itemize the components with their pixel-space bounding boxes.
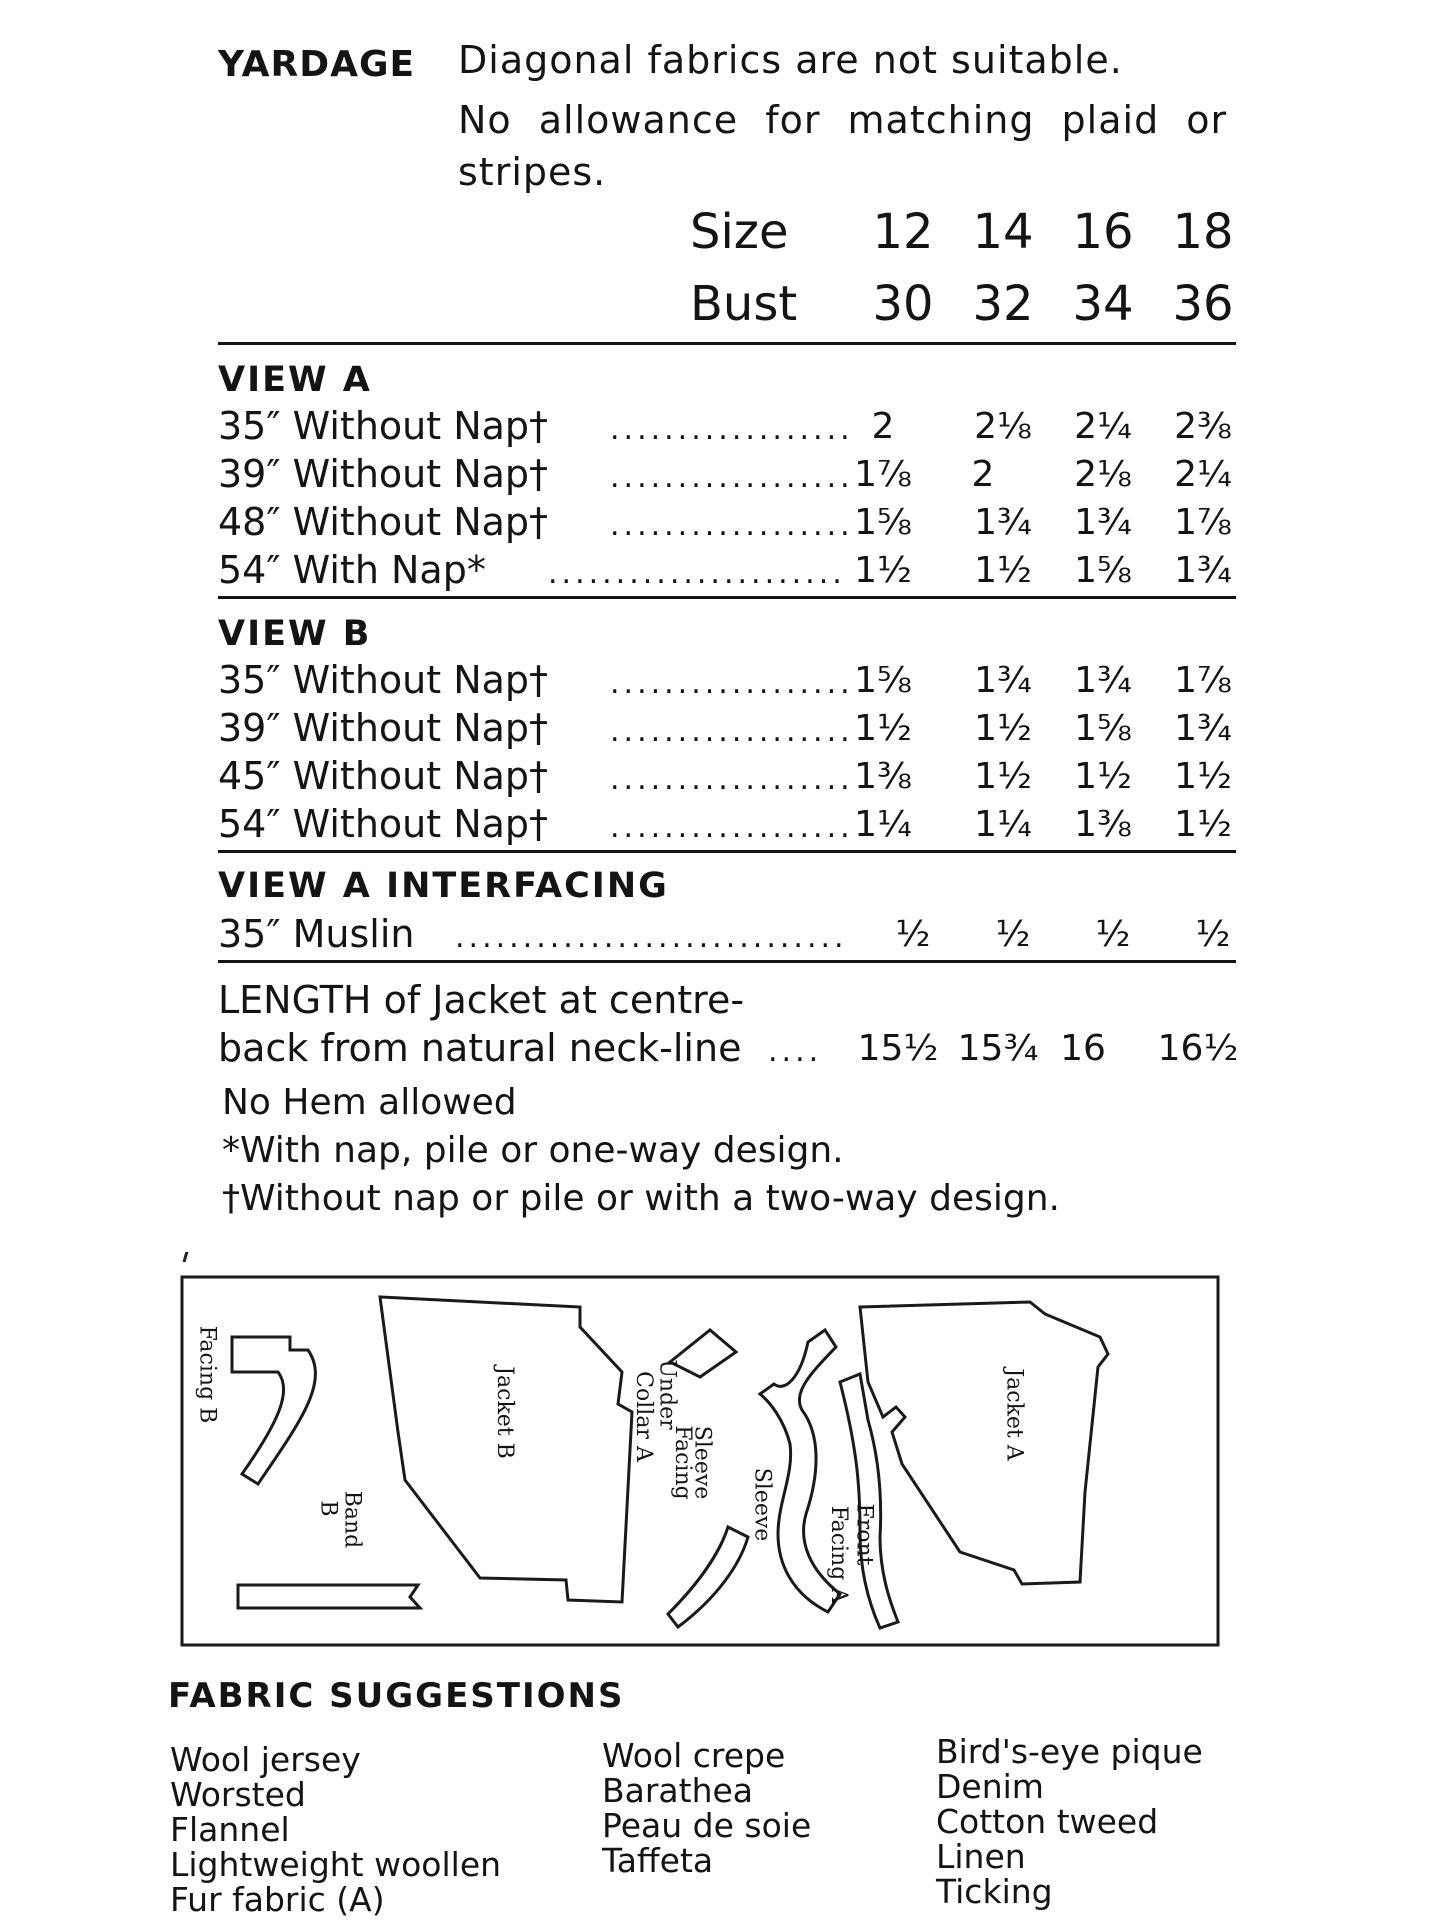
label-band-letter: B <box>315 1500 341 1517</box>
label-jacket-a: Jacket A <box>1001 1368 1027 1461</box>
cell-value: 1¼ <box>854 804 912 845</box>
sleeve-facing-piece <box>668 1527 748 1627</box>
label-facing-a: Facing A <box>826 1505 852 1604</box>
length-value: 16 <box>1060 1028 1106 1069</box>
fabric-item: Barathea <box>602 1771 754 1810</box>
cell-value: 2 <box>971 454 995 495</box>
cell-value: 1¾ <box>1174 550 1232 591</box>
cell-value: ½ <box>1095 914 1131 955</box>
under-collar-piece <box>670 1330 736 1377</box>
leader-dots: .... <box>768 1034 823 1069</box>
cell-value: 2¼ <box>1174 454 1232 495</box>
note-with-nap: *With nap, pile or one-way design. <box>222 1130 844 1171</box>
fabric-item: Flannel <box>170 1810 290 1849</box>
yardage-title: YARDAGE <box>218 44 416 85</box>
fabric-item: Ticking <box>936 1872 1053 1911</box>
cell-value: 1⅝ <box>1074 708 1132 749</box>
label-sleeve-facing-2: Facing <box>669 1425 695 1500</box>
cell-value: 1¾ <box>1074 502 1132 543</box>
leader-dots: .................. <box>610 460 854 495</box>
section-rule <box>218 960 1236 963</box>
cell-value: 1½ <box>1074 756 1132 797</box>
leader-dots: .................. <box>610 666 854 701</box>
scan-mark <box>184 1252 188 1262</box>
note-no-hem: No Hem allowed <box>222 1082 517 1123</box>
leader-dots: ...................... <box>548 556 846 591</box>
cell-value: ½ <box>895 914 931 955</box>
label-band: Band <box>339 1490 365 1549</box>
cell-value: 1½ <box>974 708 1032 749</box>
cell-value: 1½ <box>1174 804 1232 845</box>
fabric-item: Taffeta <box>602 1841 714 1880</box>
fabric-item: Denim <box>936 1767 1044 1806</box>
cell-value: 2¼ <box>1074 406 1132 447</box>
leader-dots: .................. <box>610 508 854 543</box>
length-value: 15¾ <box>957 1028 1039 1069</box>
size-label: Size <box>690 204 789 260</box>
cell-value: 1¾ <box>974 502 1032 543</box>
intro-line-2: No allowance for matching plaid or <box>458 98 1228 142</box>
section-rule <box>218 596 1236 599</box>
bust-30: 30 <box>872 276 934 332</box>
cutting-layout-diagram <box>180 1252 1230 1652</box>
cell-value: 1⅞ <box>854 454 912 495</box>
bust-label: Bust <box>690 276 798 332</box>
cell-value: 1¼ <box>974 804 1032 845</box>
label-under: Under <box>654 1359 680 1430</box>
interfacing-title: VIEW A INTERFACING <box>218 866 669 906</box>
fabric-item: Peau de soie <box>602 1806 812 1845</box>
bust-32: 32 <box>972 276 1034 332</box>
label-sleeve-facing-1: Sleeve <box>689 1425 715 1500</box>
size-18: 18 <box>1172 204 1234 260</box>
row-label: 35″ Muslin <box>218 912 415 956</box>
cell-value: 1¾ <box>974 660 1032 701</box>
view-a-title: VIEW A <box>218 360 372 400</box>
view-b-title: VIEW B <box>218 614 372 654</box>
cell-value: ½ <box>995 914 1031 955</box>
cell-value: 1⅝ <box>854 660 912 701</box>
fabric-item: Worsted <box>170 1775 306 1814</box>
row-label: 45″ Without Nap† <box>218 754 549 798</box>
leader-dots: .................. <box>610 714 854 749</box>
cell-value: 1⅝ <box>1074 550 1132 591</box>
cell-value: 1⅜ <box>1074 804 1132 845</box>
length-value: 16½ <box>1157 1028 1239 1069</box>
cell-value: 1½ <box>854 550 912 591</box>
label-jacket-b: Jacket B <box>491 1366 517 1459</box>
size-12: 12 <box>872 204 934 260</box>
cell-value: 1⅞ <box>1174 502 1232 543</box>
length-value: 15½ <box>857 1028 939 1069</box>
cell-value: 2⅛ <box>974 406 1032 447</box>
cell-value: 1⅞ <box>1174 660 1232 701</box>
leader-dots: .................. <box>610 762 854 797</box>
cell-value: ½ <box>1195 914 1231 955</box>
cell-value: 2 <box>871 406 895 447</box>
fabric-item: Bird's-eye pique <box>936 1732 1203 1771</box>
length-line-1: LENGTH of Jacket at centre- <box>218 978 745 1022</box>
note-without-nap: †Without nap or pile or with a two-way design. <box>222 1178 1060 1219</box>
fabric-item: Wool jersey <box>170 1740 361 1779</box>
fabric-item: Wool crepe <box>602 1736 786 1775</box>
cell-value: 1¾ <box>1074 660 1132 701</box>
cell-value: 2⅛ <box>1074 454 1132 495</box>
leader-dots: .................. <box>610 412 854 447</box>
cell-value: 1½ <box>974 756 1032 797</box>
row-label: 54″ Without Nap† <box>218 802 549 846</box>
cell-value: 1½ <box>854 708 912 749</box>
cell-value: 2⅜ <box>1174 406 1232 447</box>
leader-dots: .................. <box>610 810 854 845</box>
cell-value: 1¾ <box>1174 708 1232 749</box>
fabric-item: Linen <box>936 1837 1026 1876</box>
cell-value: 1½ <box>1174 756 1232 797</box>
label-collar-a: Collar A <box>630 1371 656 1462</box>
cell-value: 1⅜ <box>854 756 912 797</box>
cell-value: 1½ <box>974 550 1032 591</box>
cell-value: 1⅝ <box>854 502 912 543</box>
row-label: 35″ Without Nap† <box>218 658 549 702</box>
row-label: 48″ Without Nap† <box>218 500 549 544</box>
row-label: 39″ Without Nap† <box>218 706 549 750</box>
bust-34: 34 <box>1072 276 1134 332</box>
size-16: 16 <box>1072 204 1134 260</box>
row-label: 54″ With Nap* <box>218 548 486 592</box>
band-b-piece <box>238 1585 420 1608</box>
bust-36: 36 <box>1172 276 1234 332</box>
section-rule <box>218 850 1236 853</box>
row-label: 35″ Without Nap† <box>218 404 549 448</box>
intro-line-1: Diagonal fabrics are not suitable. <box>458 38 1123 82</box>
header-rule <box>218 342 1236 345</box>
leader-dots: ............................. <box>455 920 848 955</box>
length-line-2: back from natural neck-line <box>218 1026 742 1070</box>
fabric-item: Lightweight woollen <box>170 1845 502 1884</box>
jacket-a-piece <box>860 1302 1108 1584</box>
size-14: 14 <box>972 204 1034 260</box>
label-front: Front <box>851 1503 877 1566</box>
row-label: 39″ Without Nap† <box>218 452 549 496</box>
label-sleeve: Sleeve <box>749 1467 775 1542</box>
facing-b-piece <box>232 1337 315 1484</box>
fabric-title: FABRIC SUGGESTIONS <box>168 1676 625 1716</box>
intro-line-3: stripes. <box>458 150 607 194</box>
label-facing-b: Facing B <box>194 1325 220 1424</box>
fabric-item: Cotton tweed <box>936 1802 1159 1841</box>
fabric-item: Fur fabric (A) <box>170 1880 385 1919</box>
